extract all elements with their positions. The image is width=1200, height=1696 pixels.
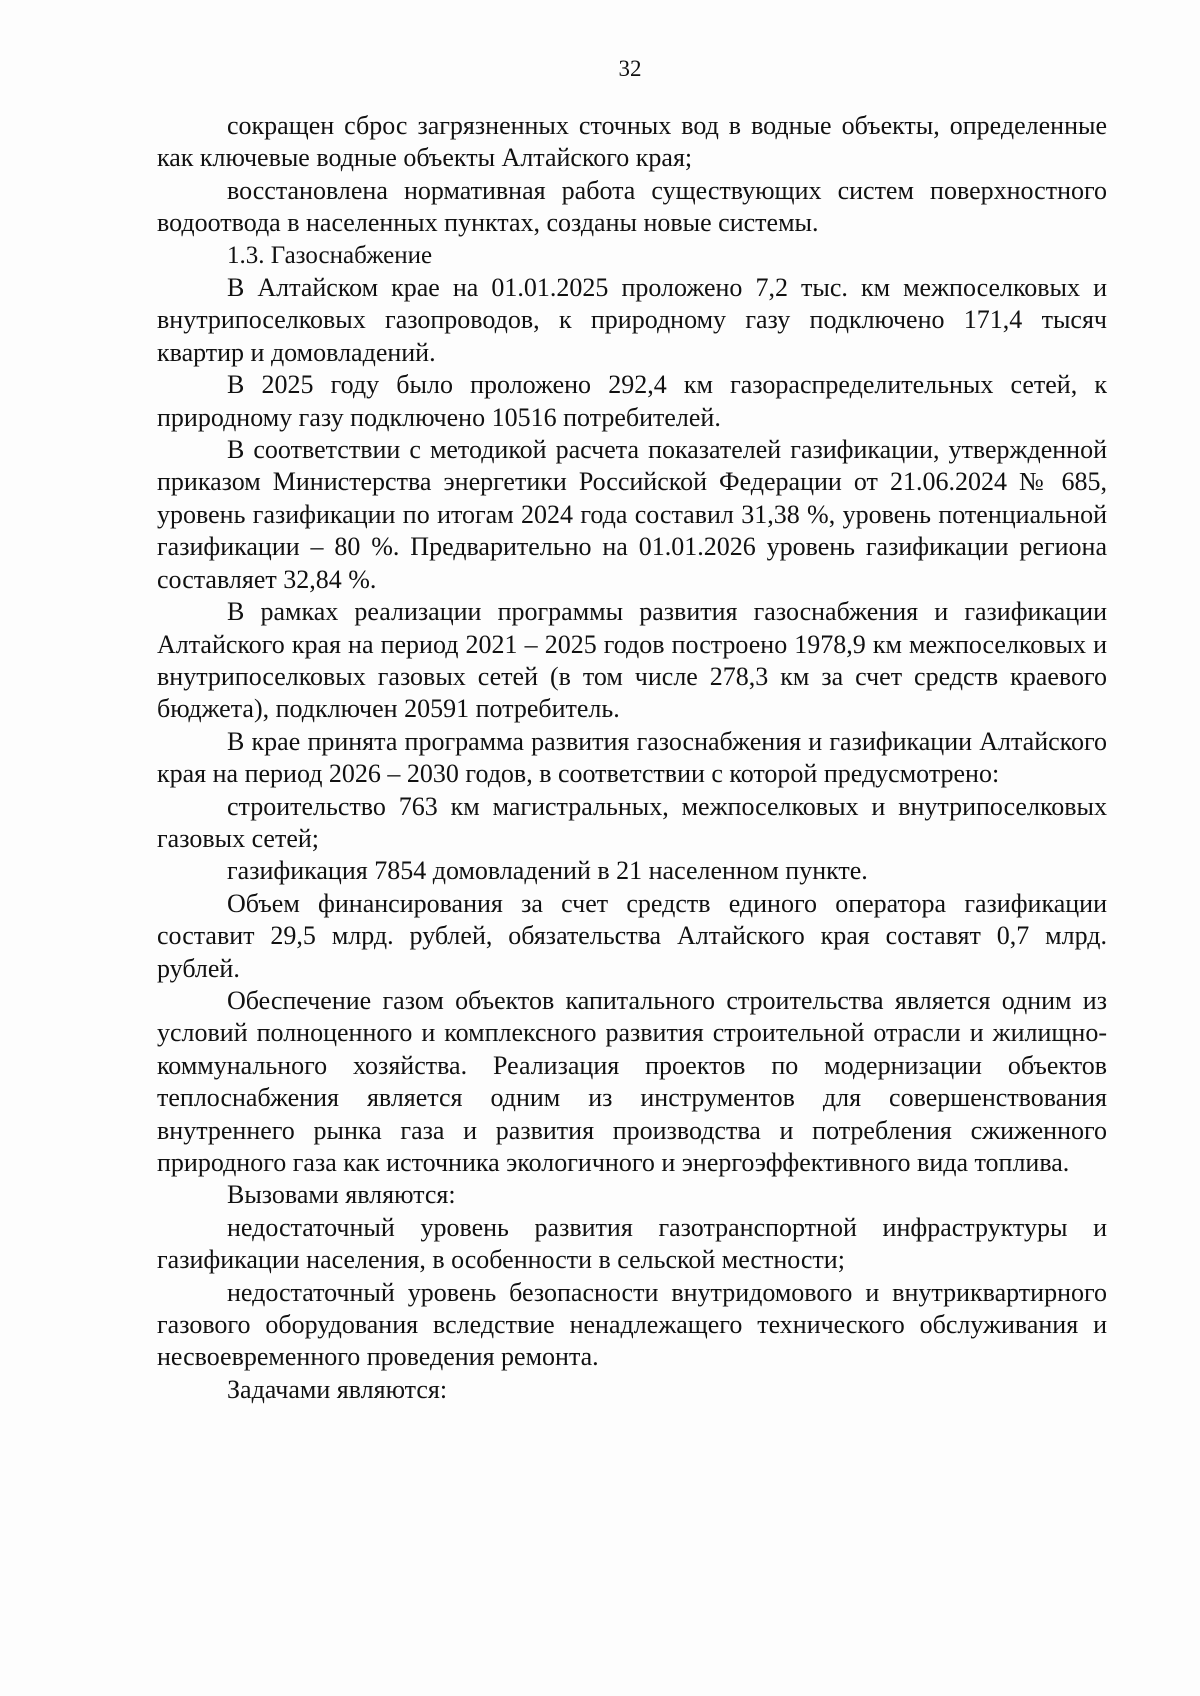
document-body: [157, 110, 1107, 1406]
paragraph: Объем финансирования за счет средств единого оператора газификации составит 29,5 млрд. рублей, обязательства Алтайского края составят 0,7 млрд. рублей.: [157, 888, 1107, 983]
paragraph: строительство 763 км магистральных, межпоселковых и внутрипоселковых газовых сетей;: [157, 791, 1107, 853]
page-number: 32: [618, 56, 642, 81]
section-heading: 1.3. Газоснабжение: [227, 241, 433, 269]
paragraph: недостаточный уровень безопасности внутридомового и внутриквартирного газового оборудования вследствие ненадлежащего технического обслуживания и несвоевременного проведения ремонта.: [157, 1277, 1107, 1372]
paragraph: В 2025 году было проложено 292,4 км газораспределительных сетей, к природному газу подключено 10516 потребителей.: [157, 370, 1107, 432]
paragraph: В крае принята программа развития газоснабжения и газификации Алтайского края на период 2026 – 2030 годов, в соответствии с которой предусмотрено:: [157, 726, 1107, 789]
paragraph: восстановлена нормативная работа существующих систем поверхностного водоотвода в населенных пунктах, созданы новые системы.: [157, 175, 1107, 238]
paragraph: В соответствии с методикой расчета показателей газификации, утвержденной приказом Министерства энергетики Российской Федерации от 21.06.2024 № 685, уровень газификации по итогам 2024 года составил 31,38 %, уровень потенциальной газификации – 80 %. Предварительно на 01.01.2026 уровень газификации региона составляет 32,84 %.: [157, 435, 1107, 594]
paragraph: Обеспечение газом объектов капитального строительства является одним из условий полноценного и комплексного развития строительной отрасли и жилищно-коммунального хозяйства. Реализация проектов по модернизации объектов теплоснабжения является одним из инструментов для совершенствования внутреннего рынка газа и развития производства и потребления сжиженного природного газа как источника экологичного и энергоэффективного вида топлива.: [157, 985, 1107, 1177]
paragraph: газификация 7854 домовладений в 21 населенном пункте.: [227, 856, 868, 886]
paragraph: Вызовами являются:: [227, 1180, 456, 1210]
paragraph: В рамках реализации программы развития газоснабжения и газификации Алтайского края на период 2021 – 2025 годов построено 1978,9 км межпоселковых и внутрипоселковых газовых сетей (в том числе 278,3 км за счет средств краевого бюджета), подключен 20591 потребитель.: [157, 597, 1107, 724]
paragraph: недостаточный уровень развития газотранспортной инфраструктуры и газификации населения, в особенности в сельской местности;: [157, 1212, 1107, 1275]
paragraph: В Алтайском крае на 01.01.2025 проложено 7,2 тыс. км межпоселковых и внутрипоселковых газопроводов, к природному газу подключено 171,4 тысяч квартир и домовладений.: [157, 273, 1107, 367]
paragraph: сокращен сброс загрязненных сточных вод в водные объекты, определенные как ключевые водные объекты Алтайского края;: [157, 111, 1107, 173]
paragraph: Задачами являются:: [227, 1374, 448, 1404]
